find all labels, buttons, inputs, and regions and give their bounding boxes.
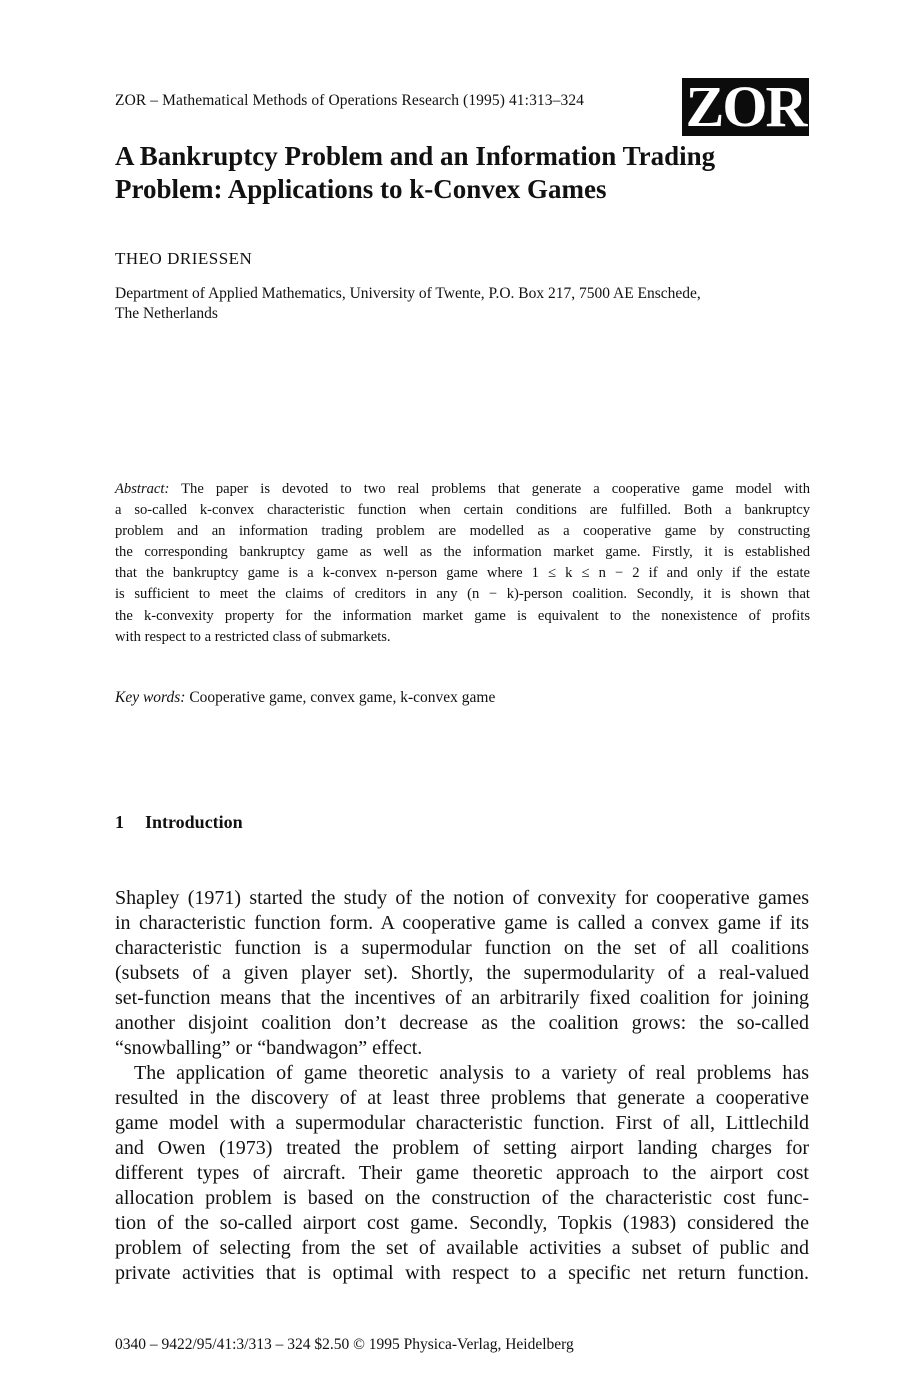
abstract-line-3: problem and an information trading problem are modelled as a cooperative game by constructing: [115, 523, 810, 540]
abstract-line-2: a so-called k-convex characteristic function when certain conditions are fulfilled. Both a bankruptcy: [115, 502, 810, 519]
abstract-text: The paper is devoted to two real problems that generate a cooperative game model with: [181, 481, 810, 497]
author-name: THEO DRIESSEN: [115, 249, 253, 268]
abstract-line-4: the corresponding bankruptcy game as well as the information market game. Firstly, it is established: [115, 544, 810, 561]
keywords-label: Key words:: [115, 689, 186, 706]
title-line-2: Problem: Applications to k-Convex Games: [115, 174, 607, 204]
body-line: The application of game theoretic analysis to a variety of real problems has: [134, 1062, 809, 1084]
affiliation-line-1: Department of Applied Mathematics, University of Twente, P.O. Box 217, 7500 AE Enschede,: [115, 285, 701, 302]
author-affiliation: [115, 284, 815, 324]
abstract-line-5: that the bankruptcy game is a k-convex n-person game where 1 ≤ k ≤ n − 2 if and only if the estate: [115, 565, 810, 582]
body-line: allocation problem is based on the construction of the characteristic cost func-: [115, 1187, 809, 1209]
abstract-line-8: with respect to a restricted class of submarkets.: [115, 628, 391, 645]
section-title: Introduction: [145, 812, 243, 832]
body-line: resulted in the discovery of at least three problems that generate a cooperative: [115, 1087, 809, 1109]
affiliation-line-2: The Netherlands: [115, 305, 218, 322]
body-line: (subsets of a given player set). Shortly, the supermodularity of a real-valued: [115, 962, 809, 984]
abstract-line-6: is sufficient to meet the claims of creditors in any (n − k)-person coalition. Secondly, it is shown that: [115, 586, 810, 603]
body-line: characteristic function is a supermodular function on the set of all coalitions: [115, 937, 809, 959]
body-text: [115, 886, 809, 1286]
abstract-line-7: the k-convexity property for the information market game is equivalent to the nonexistence of profits: [115, 607, 810, 624]
copyright-footer: 0340 – 9422/95/41:3/313 – 324 $2.50 © 1995 Physica-Verlag, Heidelberg: [115, 1336, 574, 1353]
section-number: 1: [115, 812, 124, 832]
abstract-label: Abstract:: [115, 481, 170, 497]
body-line: “snowballing” or “bandwagon” effect.: [115, 1037, 423, 1059]
abstract-line-1: [115, 479, 810, 500]
journal-citation: ZOR – Mathematical Methods of Operations Research (1995) 41:313–324: [115, 92, 585, 109]
body-line: tion of the so-called airport cost game. Secondly, Topkis (1983) considered the: [115, 1212, 809, 1234]
section-heading: [115, 812, 243, 833]
body-line: set-function means that the incentives of an arbitrarily fixed coalition for joining: [115, 987, 809, 1009]
body-line: and Owen (1973) treated the problem of setting airport landing charges for: [115, 1137, 809, 1159]
body-line: private activities that is optimal with respect to a specific net return function.: [115, 1262, 809, 1284]
zor-logo: ZOR: [682, 78, 809, 136]
body-line: Shapley (1971) started the study of the notion of convexity for cooperative games: [115, 887, 809, 909]
body-line: different types of aircraft. Their game theoretic approach to the airport cost: [115, 1162, 809, 1184]
abstract: [115, 479, 810, 648]
body-line: game model with a supermodular characteristic function. First of all, Littlechild: [115, 1112, 809, 1134]
body-line: in characteristic function form. A cooperative game is called a convex game if its: [115, 912, 809, 934]
keywords: [115, 689, 495, 707]
paper-title: [115, 140, 815, 206]
body-line: another disjoint coalition don’t decrease as the coalition grows: the so-called: [115, 1012, 809, 1034]
title-line-1: A Bankruptcy Problem and an Information Trading: [115, 141, 716, 171]
body-line: problem of selecting from the set of available activities a subset of public and: [115, 1237, 809, 1259]
keywords-text: Cooperative game, convex game, k-convex game: [189, 689, 496, 706]
